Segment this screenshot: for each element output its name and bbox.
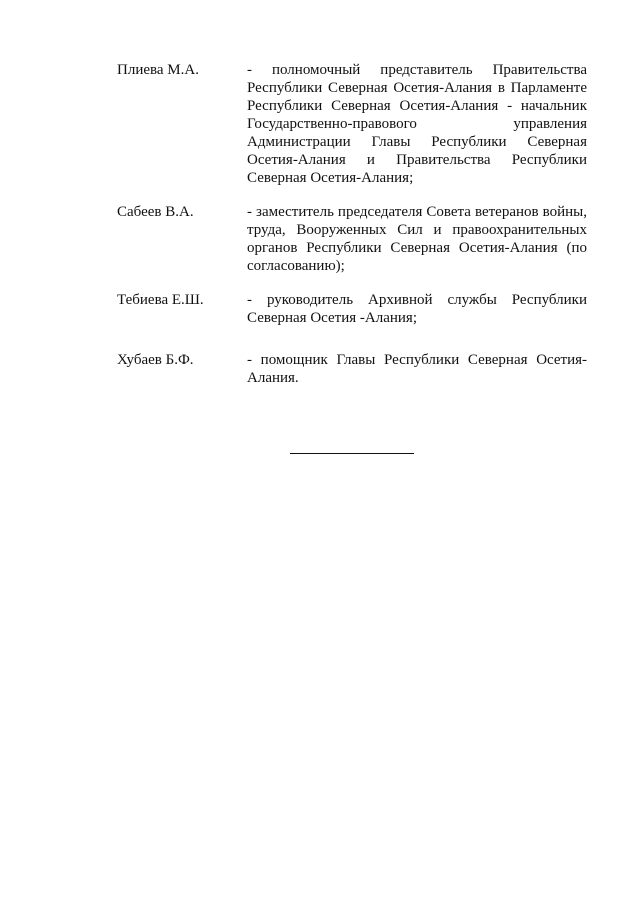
member-role: - полномочный представитель Правительства Республики Северная Осетия-Алания в Парламенте Республики Северная Осетия-Алания - начальник Государственно-правового управления Администрации Главы Республики Северная Осетия-Алания и Правительства Республики Северная Осетия-Алания; [247, 62, 587, 186]
end-divider-line [290, 453, 414, 454]
member-role: - помощник Главы Республики Северная Осетия-Алания. [247, 352, 587, 386]
member-role: - заместитель председателя Совета ветеранов войны, труда, Вооруженных Сил и правоохранительных органов Республики Северная Осетия-Алания (по согласованию); [247, 204, 587, 274]
member-name: Тебиева Е.Ш. [117, 292, 204, 308]
member-role: - руководитель Архивной службы Республики Северная Осетия -Алания; [247, 292, 587, 326]
member-name: Плиева М.А. [117, 62, 199, 78]
member-name: Хубаев Б.Ф. [117, 352, 194, 368]
member-name: Сабеев В.А. [117, 204, 194, 220]
